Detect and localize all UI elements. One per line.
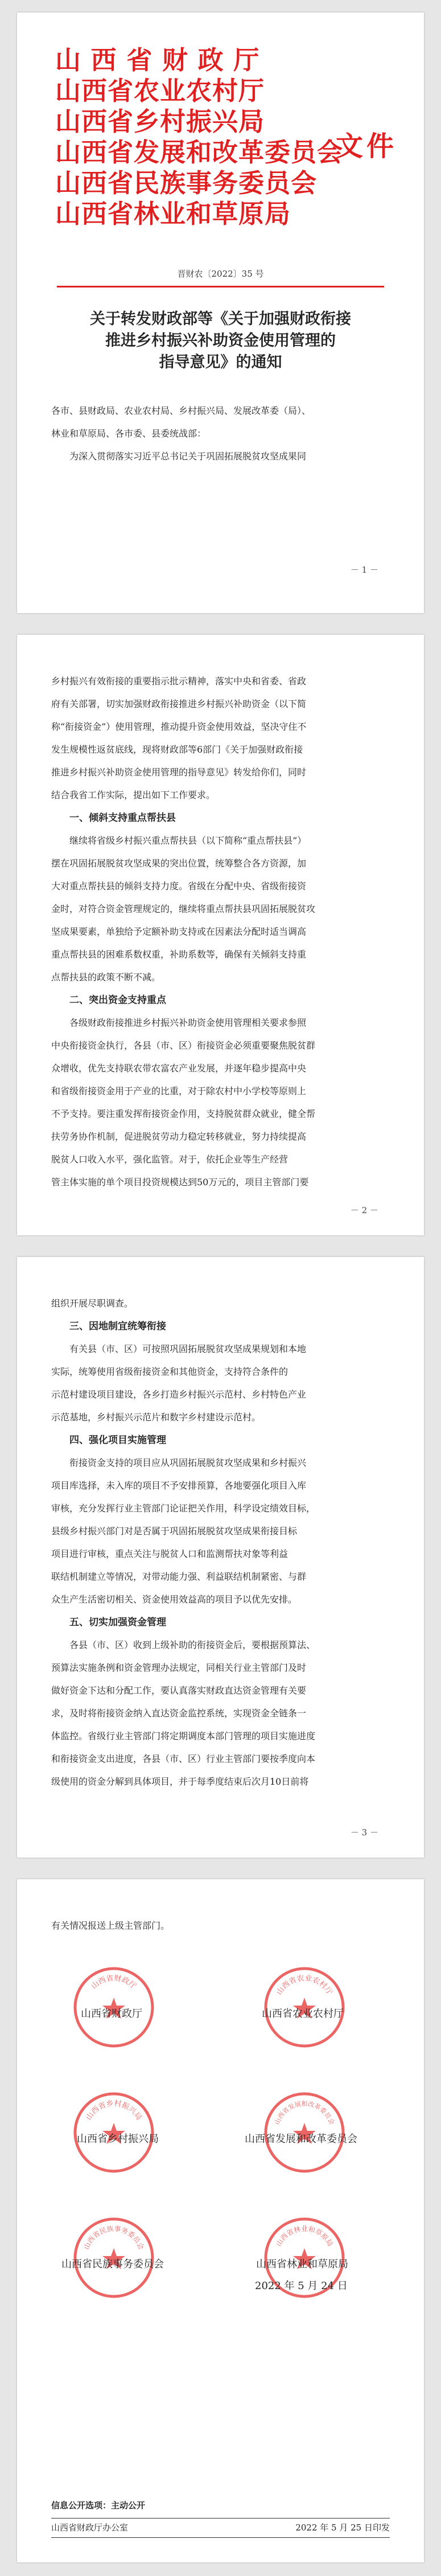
page-1	[17, 13, 424, 613]
body-line: 结合我省工作实际，提出如下工作要求。	[51, 790, 216, 800]
page-number: － 2 －	[350, 1205, 378, 1215]
body-line: 组织开展尽职调查。	[51, 1298, 134, 1309]
body-line: 中央衔接资金执行，各县（市、区）衔接资金必须重要聚焦脱贫群	[51, 1040, 316, 1051]
section-3-title: 三、因地制宜统筹衔接	[69, 1321, 166, 1332]
body-line: 摆在巩固拓展脱贫攻坚成果的突出位置，统筹整合各方资源，加	[51, 858, 307, 869]
issuer: 山西省财政厅办公室	[51, 2522, 129, 2533]
red-divider	[57, 286, 384, 287]
body-line: 发生规模性返贫底线，现将财政部等6部门《关于加强财政衔接	[51, 744, 303, 755]
page-number: － 1 －	[350, 565, 378, 575]
body-line: 和衔接资金支出进度，各县（市、区）行业主管部门要按季度向本	[51, 1753, 316, 1764]
title-line-2: 推进乡村振兴补助资金使用管理的	[105, 332, 336, 350]
svg-text:山西省民族事务委员会: 山西省民族事务委员会	[82, 2224, 146, 2251]
body-line: 大对重点帮扶县的倾斜支持力度。省级在分配中央、省级衔接资	[51, 881, 307, 891]
page-2	[17, 635, 424, 1235]
body-line: 扶劳务协作机制，促进脱贫劳动力稳定转移就业，努力持续提高	[51, 1131, 307, 1142]
body-line: 点帮扶县的政策不断不减。	[51, 972, 161, 983]
body-line: 各县（市、区）收到上级补助的衔接资金后，要根据预算法、	[69, 1640, 316, 1650]
header-org-6: 山西省林业和草原局	[55, 199, 291, 229]
body-line: 有关县（市、区）可按照巩固拓展脱贫攻坚成果规划和本地	[69, 1344, 307, 1354]
section-5-title: 五、切实加强资金管理	[69, 1617, 166, 1628]
body-line: 乡村振兴有效衔接的重要指示批示精神，落实中央和省委、省政	[51, 676, 307, 687]
body-line: 预算法实施条例和资金管理办法规定，同相关行业主管部门及时	[51, 1662, 307, 1673]
header-org-3: 山西省乡村振兴局	[55, 106, 265, 137]
body-line: 实际，统筹使用省级衔接资金和其他资金，支持符合条件的	[51, 1366, 288, 1377]
body-line: 级使用的资金分解到具体项目，并于每季度结束后次月10日前将	[51, 1776, 309, 1787]
header-org-1: 山 西 省 财 政 厅	[55, 45, 260, 75]
header-org-2: 山西省农业农村厅	[55, 76, 265, 106]
body-line: 继续将省级乡村振兴重点帮扶县（以下简称“重点帮扶县”）	[69, 835, 307, 846]
header-org-5: 山西省民族事务委员会	[55, 168, 318, 198]
body-line: 管主体实施的单个项目投资规模达到50万元的，项目主管部门要	[51, 1177, 309, 1188]
page-3	[17, 1257, 424, 1858]
section-4-title: 四、强化项目实施管理	[69, 1435, 166, 1446]
title-line-3: 指导意见》的通知	[159, 354, 282, 371]
body-line: 有关情况报送上级主管部门。	[51, 1920, 170, 1931]
signer-name: 山西省农业农村厅	[262, 2008, 344, 2020]
section-1-title: 一、倾斜支持重点帮扶县	[69, 812, 176, 824]
body-line: 府有关部署，切实加强财政衔接推进乡村振兴补助资金（以下简	[51, 699, 307, 709]
svg-text:山西省乡村振兴局: 山西省乡村振兴局	[84, 2099, 143, 2122]
page-number: － 3 －	[350, 1827, 378, 1838]
doc-number: 晋财农〔2022〕35 号	[177, 269, 264, 279]
body-line: 和省级衔接资金用于产业的比重，对于除农村中小学校等原则上	[51, 1086, 307, 1096]
body-line: 推进乡村振兴补助资金使用管理的指导意见》转发给你们，同时	[51, 767, 307, 778]
body-line: 金时，对符合资金管理规定的，继续将重点帮扶县巩固拓展脱贫攻	[51, 903, 316, 914]
body-line: 求，及时将衔接资金纳入直达资金监控系统，实现资金全链条一	[51, 1708, 307, 1719]
page-4	[17, 1879, 424, 2562]
body-line: 众生产生活密切相关、资金使用效益高的项目予以优先安排。	[51, 1594, 298, 1605]
header-doc-word: 文件	[336, 130, 398, 162]
header-org-4: 山西省发展和改革委员会	[55, 137, 344, 167]
body-line: 称“衔接资金”）使用管理，推动提升资金使用效益，坚决守住不	[51, 721, 307, 732]
body-line: 不予支持。要注重发挥衔接资金作用，支持脱贫群众就业，健全帮	[51, 1108, 316, 1119]
body-line: 体监控。省级行业主管部门将定期调度本部门管理的项目实施进度	[51, 1731, 316, 1741]
svg-text:山西省财政厅: 山西省财政厅	[89, 1974, 138, 1991]
body-line: 衔接资金支持的项目应从巩固拓展脱贫攻坚成果和乡村振兴	[69, 1457, 307, 1468]
footer-divider	[51, 2537, 390, 2538]
body-line: 审核，充分发挥行业主管部门论证把关作用，科学设定绩效目标，	[51, 1503, 316, 1514]
footer-divider	[51, 2518, 390, 2519]
signer-name: 山西省乡村振兴局	[77, 2133, 159, 2145]
body-line: 县级乡村振兴部门对是否属于巩固拓展脱贫攻坚成果衔接目标	[51, 1526, 298, 1536]
svg-text:山西省林业和草原局: 山西省林业和草原局	[274, 2225, 335, 2248]
sign-date: 2022 年 5 月 24 日	[255, 2280, 348, 2292]
body-line: 各级财政衔接推进乡村振兴补助资金使用管理相关要求参照	[69, 1017, 307, 1028]
body-line: 脱贫人口收入水平，强化监管。对于，依托企业等生产经营	[51, 1154, 288, 1165]
body-line: 众增收，优先支持联农带农富农产业发展，并逐年稳步提高中央	[51, 1063, 307, 1074]
signer-name: 山西省林业和草原局	[256, 2258, 348, 2270]
signer-name: 山西省发展和改革委员会	[245, 2133, 357, 2145]
title-line-1: 关于转发财政部等《关于加强财政衔接	[90, 310, 351, 328]
section-2-title: 二、突出资金支持重点	[69, 995, 166, 1006]
svg-text:山西省农业农村厅: 山西省农业农村厅	[275, 1974, 334, 1997]
body-line: 重点帮扶县的困难系数权重，补助系数等，确保有关倾斜支持重	[51, 949, 307, 960]
body-line: 示范村建设项目建设，各乡打造乡村振兴示范村、乡村特色产业	[51, 1389, 307, 1400]
signer-name: 山西省财政厅	[81, 2008, 142, 2020]
body-line: 为深入贯彻落实习近平总书记关于巩固拓展脱贫攻坚成果同	[69, 451, 307, 462]
recipients-line-2: 林业和草原局、各市委、县委统战部：	[51, 428, 207, 439]
print-date: 2022 年 5 月 25 日印发	[295, 2522, 390, 2533]
body-line: 做好资金下达和分配工作，要认真落实财政直达资金管理有关要	[51, 1685, 307, 1696]
recipients-line-1: 各市、县财政局、农业农村局、乡村振兴局、发展改革委（局）、	[51, 405, 311, 416]
body-line: 项目进行审核，重点关注与脱贫人口和监测帮扶对象等利益	[51, 1548, 288, 1559]
body-line: 坚成果要素，单独给予定额补助支持或在因素法分配时适当调高	[51, 926, 307, 937]
body-line: 联结机制建立等情况，对带动能力强、利益联结机制紧密、与群	[51, 1571, 307, 1582]
disclosure-option: 信息公开选项：主动公开	[51, 2500, 146, 2511]
svg-text:山西省发展和改革委员会: 山西省发展和改革委员会	[273, 2100, 336, 2126]
body-line: 项目库选择，未入库的项目不予安排预算，各地要强化项目入库	[51, 1480, 307, 1491]
signer-name: 山西省民族事务委员会	[61, 2258, 164, 2270]
body-line: 示范基地，乡村振兴示范片和数字乡村建设示范村。	[51, 1412, 261, 1423]
